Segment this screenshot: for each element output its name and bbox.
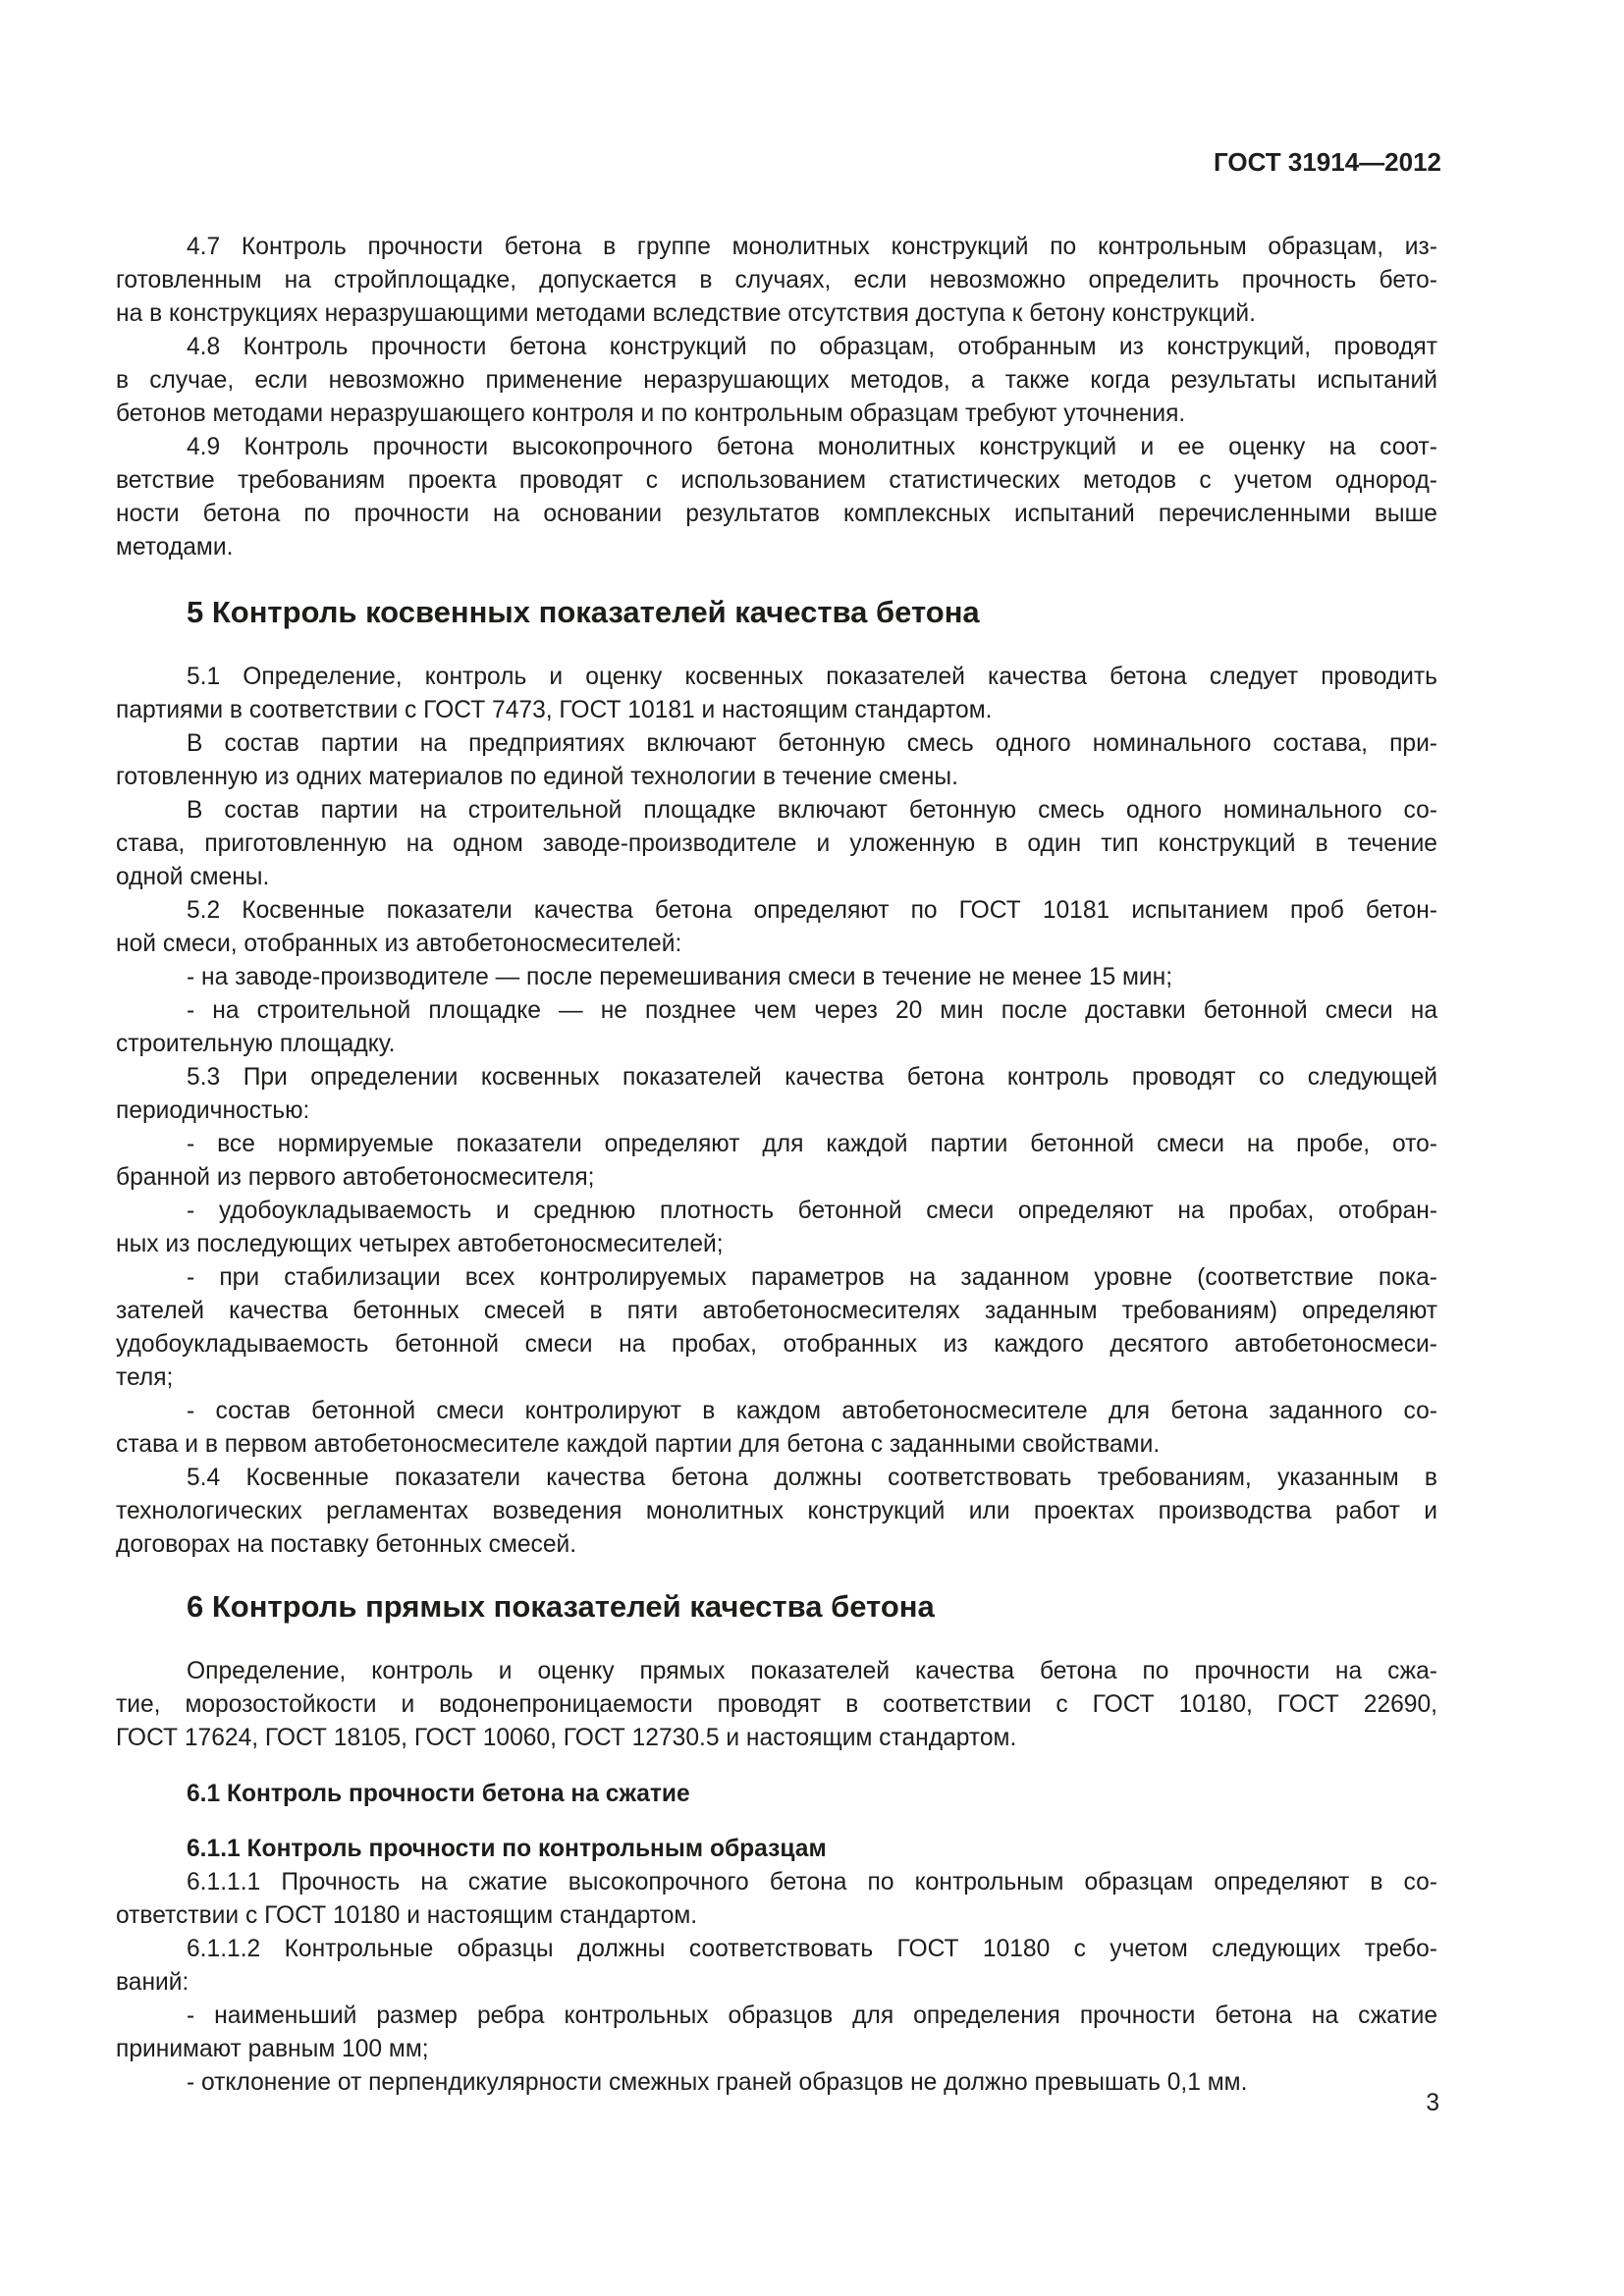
list-item: - состав бетонной смеси контролируют в каждом автобетоносмесителе для бетона заданного со- [187, 1398, 1437, 1424]
text-line: ваний: [116, 1969, 189, 1996]
text-line: принимают равным 100 мм; [116, 2036, 429, 2062]
list-item: - при стабилизации всех контролируемых параметров на заданном уровне (соответствие пока- [187, 1264, 1437, 1291]
text-line: ных из последующих четырех автобетоносмесителей; [116, 1231, 724, 1257]
text-line: ГОСТ 17624, ГОСТ 18105, ГОСТ 10060, ГОСТ 12730.5 и настоящим стандартом. [116, 1725, 1017, 1751]
text-line: на в конструкциях неразрушающими методами вследствие отсутствия доступа к бетону конструкций. [116, 300, 1256, 327]
text-line: одной смены. [116, 864, 270, 890]
text-line: договорах на поставку бетонных смесей. [116, 1531, 577, 1558]
text-line: тие, морозостойкости и водонепроницаемости проводят в соответствии с ГОСТ 10180, ГОСТ 22690, [116, 1691, 1437, 1718]
section-heading-5: 5 Контроль косвенных показателей качества бетона [187, 595, 980, 629]
text-line: методами. [116, 534, 234, 561]
text-line: технологических регламентах возведения монолитных конструкций или проектах производства работ и [116, 1498, 1437, 1524]
text-line: ной смеси, отобранных из автобетоносмесителей: [116, 931, 682, 957]
text-line: в случае, если невозможно применение неразрушающих методов, а также когда результаты испытаний [116, 367, 1437, 394]
text-line: зателей качества бетонных смесей в пяти автобетоносмесителях заданным требованиям) определяют [116, 1298, 1437, 1324]
text-line: става и в первом автобетоносмесителе каждой партии для бетона с заданными свойствами. [116, 1431, 1161, 1458]
text-line: готовленным на стройплощадке, допускается в случаях, если невозможно определить прочность бето- [116, 267, 1437, 294]
text-line: става, приготовленную на одном заводе-производителе и уложенную в один тип конструкций в течение [116, 830, 1437, 857]
text-line: Определение, контроль и оценку прямых показателей качества бетона по прочности на сжа- [187, 1658, 1437, 1684]
text-line: 5.1 Определение, контроль и оценку косвенных показателей качества бетона следует проводить [187, 664, 1437, 690]
list-item: - все нормируемые показатели определяют для каждой партии бетонной смеси на пробе, ото- [187, 1131, 1437, 1157]
subsection-heading-6-1: 6.1 Контроль прочности бетона на сжатие [187, 1781, 690, 1807]
text-line: ности бетона по прочности на основании результатов комплексных испытаний перечисленными выше [116, 501, 1437, 527]
document-header-id: ГОСТ 31914—2012 [1214, 147, 1441, 177]
text-line: 5.3 При определении косвенных показателей качества бетона контроль проводят со следующей [187, 1064, 1437, 1091]
text-line: 4.9 Контроль прочности высокопрочного бетона монолитных конструкций и ее оценку на соот- [187, 434, 1437, 460]
text-line: периодичностью: [116, 1097, 310, 1124]
text-line: бранной из первого автобетоносмесителя; [116, 1164, 595, 1191]
list-item: - на строительной площадке — не позднее чем через 20 мин после доставки бетонной смеси на [187, 997, 1437, 1024]
list-item: - наименьший размер ребра контрольных образцов для определения прочности бетона на сжатие [187, 2002, 1437, 2029]
text-line: 6.1.1.1 Прочность на сжатие высокопрочного бетона по контрольным образцам определяют в со- [187, 1869, 1437, 1896]
text-line: теля; [116, 1364, 174, 1391]
text-line: ответствии с ГОСТ 10180 и настоящим стандартом. [116, 1902, 698, 1929]
text-line: В состав партии на предприятиях включают бетонную смесь одного номинального состава, при- [187, 730, 1437, 757]
text-line: партиями в соответствии с ГОСТ 7473, ГОСТ 10181 и настоящим стандартом. [116, 697, 993, 723]
text-line: ветствие требованиям проекта проводят с использованием статистических методов с учетом однород- [116, 467, 1437, 494]
list-item: - удобоукладываемость и среднюю плотность бетонной смеси определяют на пробах, отобран- [187, 1198, 1437, 1224]
subsection-heading-6-1-1: 6.1.1 Контроль прочности по контрольным образцам [187, 1836, 827, 1862]
text-line: готовленную из одних материалов по единой технологии в течение смены. [116, 764, 958, 790]
page-number: 3 [1426, 2090, 1439, 2116]
text-line: строительную площадку. [116, 1031, 396, 1057]
text-line: 4.8 Контроль прочности бетона конструкций по образцам, отобранным из конструкций, проводят [187, 334, 1437, 360]
section-heading-6: 6 Контроль прямых показателей качества бетона [187, 1589, 935, 1624]
text-line: 5.2 Косвенные показатели качества бетона определяют по ГОСТ 10181 испытанием проб бетон- [187, 897, 1437, 924]
text-line: удобоукладываемость бетонной смеси на пробах, отобранных из каждого десятого автобетоносмеси- [116, 1331, 1437, 1358]
list-item: - на заводе-производителе — после перемешивания смеси в течение не менее 15 мин; [187, 964, 1173, 990]
text-line: 5.4 Косвенные показатели качества бетона должны соответствовать требованиям, указанным в [187, 1465, 1437, 1491]
text-line: 4.7 Контроль прочности бетона в группе монолитных конструкций по контрольным образцам, из- [187, 234, 1437, 260]
list-item: - отклонение от перпендикулярности смежных граней образцов не должно превышать 0,1 мм. [187, 2069, 1248, 2096]
text-line: В состав партии на строительной площадке включают бетонную смесь одного номинального со- [187, 797, 1437, 824]
text-line: бетонов методами неразрушающего контроля и по контрольным образцам требуют уточнения. [116, 400, 1186, 427]
text-line: 6.1.1.2 Контрольные образцы должны соответствовать ГОСТ 10180 с учетом следующих требо- [187, 1936, 1437, 1962]
